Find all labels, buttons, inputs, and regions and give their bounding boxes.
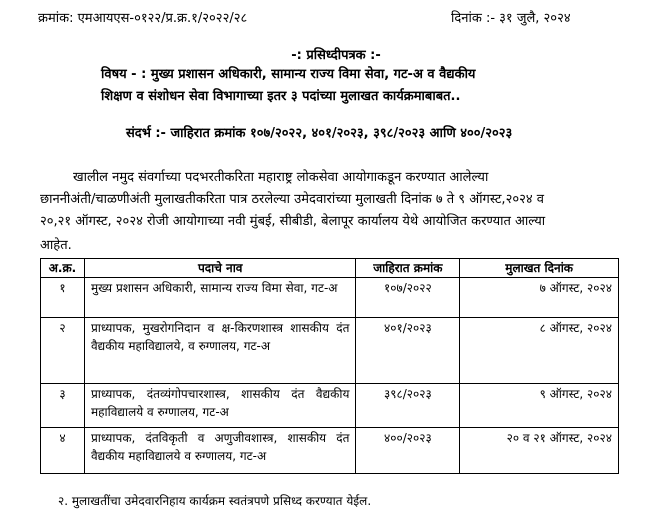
- row-date: २० व २१ ऑगस्ट, २०२४: [460, 428, 619, 474]
- row-post: प्राध्यापक, दंतव्यंगोपचारशास्त्र, शासकीय दंत वैद्यकीय महाविद्यालये व रुग्णालय, गट-अ: [84, 384, 355, 428]
- reference-line: संदर्भ :- जाहिरात क्रमांक १०७/२०२२, ४०१/२०२३, ३९८/२०२३ आणि ४००/२०२३: [126, 126, 513, 141]
- row-post: प्राध्यापक, मुखरोगनिदान व क्ष-किरणशास्त्र शासकीय दंत वैद्यकीय महाविद्यालये, व रुग्णालय, गट-अ: [84, 318, 355, 384]
- row-advt: १०७/२०२२: [356, 278, 460, 318]
- row-sn: १: [41, 278, 85, 318]
- header-advt: जाहिरात क्रमांक: [356, 259, 460, 278]
- table-row: [41, 278, 619, 318]
- paragraph-line-1: खालील नमुद संवर्गाच्या पदभरतीकरिता महाराष्ट्र लोकसेवा आयोगाकडून करण्यात आलेल्या: [73, 170, 489, 185]
- document-date: दिनांक :- ३१ जुलै, २०२४: [451, 11, 571, 26]
- row-date: ९ ऑगस्ट, २०२४: [460, 384, 619, 428]
- row-advt: ३९८/२०२३: [356, 384, 460, 428]
- subject-line-2: शिक्षण व संशोधन सेवा विभागाच्या इतर ३ पदांच्या मुलाखत कार्यक्रमाबाबत..: [101, 89, 461, 104]
- interview-schedule-table: [40, 258, 619, 474]
- row-advt: ४०१/२०२३: [356, 318, 460, 384]
- table-row: [41, 318, 619, 384]
- row-post: प्राध्यापक, दंतविकृती व अणुजीवशास्त्र, शासकीय दंत वैद्यकीय महाविद्यालये व रुग्णालय, गट-अ: [84, 428, 355, 474]
- table-row: [41, 428, 619, 474]
- footer-note: २. मुलाखतींचा उमेदवारनिहाय कार्यक्रम स्वतंत्रपणे प्रसिध्द करण्यात येईल.: [58, 494, 372, 508]
- row-sn: ३: [41, 384, 85, 428]
- paragraph-line-4: आहेत.: [40, 238, 72, 253]
- paragraph-line-2: छाननीअंती/चाळणीअंती मुलाखतीकरिता पात्र ठरलेल्या उमेदवारांच्या मुलाखती दिनांक ७ ते ९ ऑगस्ट,२०२४ व: [40, 192, 544, 207]
- row-date: ८ ऑगस्ट, २०२४: [460, 318, 619, 384]
- notice-title: -: प्रसिध्दीपत्रक :-: [291, 48, 381, 63]
- row-sn: ४: [41, 428, 85, 474]
- header-interview-date: मुलाखत दिनांक: [460, 259, 619, 278]
- table-row: [41, 384, 619, 428]
- row-advt: ४००/२०२३: [356, 428, 460, 474]
- row-sn: २: [41, 318, 85, 384]
- table-header-row: [41, 259, 619, 278]
- subject-line-1: विषय - : मुख्य प्रशासन अधिकारी, सामान्य राज्य विमा सेवा, गट-अ व वैद्यकीय: [101, 67, 476, 82]
- reference-number: क्रमांक: एमआयएस-०१२२/प्र.क्र.१/२०२२/२८: [38, 11, 248, 26]
- header-post: पदाचे नाव: [84, 259, 355, 278]
- row-post: मुख्य प्रशासन अधिकारी, सामान्य राज्य विमा सेवा, गट-अ: [84, 278, 355, 318]
- row-date: ७ ऑगस्ट, २०२४: [460, 278, 619, 318]
- header-sn: अ.क्र.: [41, 259, 85, 278]
- paragraph-line-3: २०,२१ ऑगस्ट, २०२४ रोजी आयोगाच्या नवी मुंबई, सीबीडी, बेलापूर कार्यालय येथे आयोजित करण्यात आल्या: [40, 214, 546, 229]
